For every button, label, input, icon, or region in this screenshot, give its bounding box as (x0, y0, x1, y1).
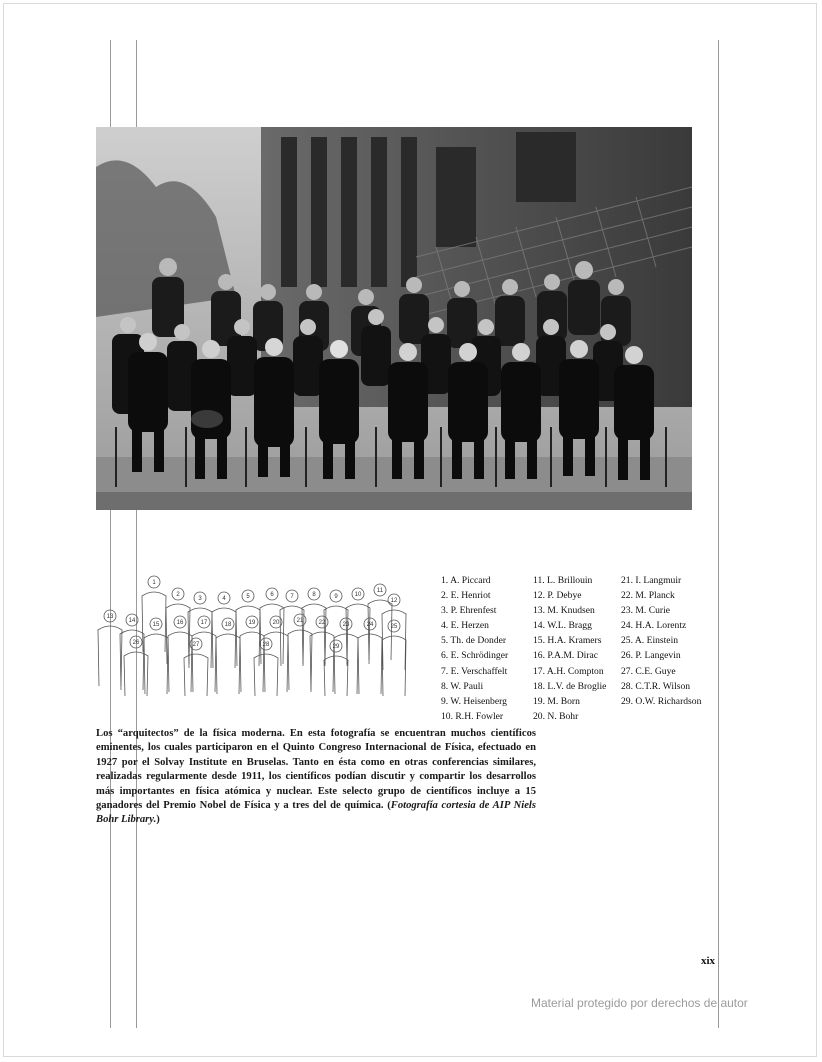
outline-figure (98, 610, 122, 686)
outline-number: 23 (342, 622, 350, 628)
outline-body (358, 634, 382, 694)
outline-body (310, 632, 334, 692)
people-outline-key (96, 572, 428, 702)
outline-body (166, 604, 190, 664)
outline-figure (382, 620, 406, 696)
legend-item: 21. I. Langmuir (621, 575, 682, 586)
photograph-image (96, 127, 692, 510)
legend-item: 13. M. Knudsen (533, 605, 595, 617)
outline-figure (120, 614, 144, 690)
outline-number: 17 (200, 620, 208, 626)
legend-item: 3. P. Ehrenfest (441, 605, 497, 617)
outline-body (288, 630, 312, 690)
outline-number: 18 (224, 622, 232, 628)
legend-item: 16. P.A.M. Dirac (533, 650, 599, 662)
legend-item: 24. H.A. Lorentz (621, 620, 687, 632)
outline-body (184, 654, 208, 696)
copyright-watermark: Material protegido por derechos de autor (531, 996, 748, 1010)
legend-item: 26. P. Langevin (621, 650, 681, 662)
legend-column-1 (441, 573, 533, 724)
outline-figure (142, 576, 166, 652)
legend-item: 8. W. Pauli (441, 680, 484, 692)
caption-credit-open: ( (383, 800, 391, 812)
caption-text: Los “arquitectos” de la física moderna. En esta fotografía se encuentran muchos científicos eminentes, los cuales participaron en el Quinto Congreso Internacional de Física, efectuado en 1927 por el Solvay Institute en Bruselas. Tanto en ésta como en otras conferencias similares, realizadas regularmente desde 1911, los científicos podían discutir y compartir los desarrollos más importantes en física atómica y nuclear. Este selecto grupo de científicos incluye a 15 ganadores del Premio Nobel de Física y a tres del de química. (96, 728, 536, 812)
outline-number: 29 (332, 644, 340, 650)
outline-body (382, 610, 406, 670)
outline-number: 12 (390, 598, 398, 604)
outline-number: 7 (290, 594, 294, 600)
legend-item: 22. M. Planck (621, 590, 675, 602)
photo-caption (96, 727, 536, 828)
outline-number: 5 (246, 594, 250, 600)
legend-item: 9. W. Heisenberg (441, 695, 507, 707)
outline-body (120, 630, 144, 690)
outline-number: 24 (366, 622, 374, 628)
legend-item: 10. R.H. Fowler (441, 710, 504, 722)
outline-figure (166, 588, 190, 664)
outline-number: 25 (390, 624, 398, 630)
legend-item: 17. A.H. Compton (533, 665, 604, 677)
outline-number: 19 (248, 620, 256, 626)
outline-figure (288, 614, 312, 690)
legend-item: 27. C.E. Guye (621, 665, 676, 677)
outline-number: 2 (176, 592, 180, 598)
legend-item: 5. Th. de Donder (441, 635, 507, 647)
legend-item: 2. E. Henriot (441, 590, 491, 602)
outline-number: 27 (192, 642, 200, 648)
legend-item: 11. L. Brillouin (533, 575, 593, 586)
legend-item: 7. E. Verschaffelt (441, 665, 508, 677)
outline-number: 9 (334, 594, 338, 600)
outline-number: 26 (132, 640, 140, 646)
outline-body (334, 634, 358, 694)
legend-item: 6. E. Schrödinger (441, 650, 509, 662)
outline-number: 6 (270, 592, 274, 598)
names-legend (441, 573, 726, 724)
legend-item: 12. P. Debye (533, 590, 582, 602)
outline-number: 22 (318, 620, 326, 626)
caption-credit-close: ) (156, 814, 160, 826)
caption-credit: Fotografía cortesia de AIP Niels Bohr Library. (96, 800, 536, 826)
outline-number: 3 (198, 596, 202, 602)
outline-figure (310, 616, 334, 692)
legend-item: 23. M. Curie (621, 605, 671, 617)
outline-body (98, 626, 122, 686)
outline-figure (324, 590, 348, 666)
outline-number: 28 (262, 642, 270, 648)
legend-item: 20. N. Bohr (533, 710, 579, 722)
outline-number: 1 (152, 580, 156, 586)
outline-body (324, 656, 348, 696)
legend-item: 4. E. Herzen (441, 620, 489, 632)
legend-item: 18. L.V. de Broglie (533, 680, 607, 692)
legend-item: 14. W.L. Bragg (533, 620, 592, 632)
legend-item: 25. A. Einstein (621, 635, 679, 647)
legend-item: 19. M. Born (533, 695, 580, 707)
legend-item: 28. C.T.R. Wilson (621, 680, 691, 692)
legend-item: 1. A. Piccard (441, 575, 491, 586)
outline-figure (302, 588, 326, 664)
outline-number: 10 (354, 592, 362, 598)
legend-item: 15. H.A. Kramers (533, 635, 602, 647)
outline-number: 13 (106, 614, 114, 620)
legend-item: 29. O.W. Richardson (621, 695, 702, 707)
outline-number: 16 (176, 620, 184, 626)
outline-number: 15 (152, 622, 160, 628)
outline-body (254, 654, 278, 696)
outline-body (382, 636, 406, 696)
legend-column-3 (621, 573, 726, 724)
outline-body (264, 632, 288, 692)
scan-line-right (718, 40, 719, 1028)
outline-number: 14 (128, 618, 136, 624)
outline-number: 4 (222, 596, 226, 602)
outline-drawing (96, 572, 428, 702)
outline-body (324, 606, 348, 666)
page-number: xix (701, 955, 716, 967)
outline-number: 8 (312, 592, 316, 598)
outline-number: 21 (296, 618, 304, 624)
outline-number: 11 (376, 588, 384, 594)
outline-number: 20 (272, 620, 280, 626)
solvay-photograph (96, 127, 692, 510)
legend-column-2 (533, 573, 621, 724)
